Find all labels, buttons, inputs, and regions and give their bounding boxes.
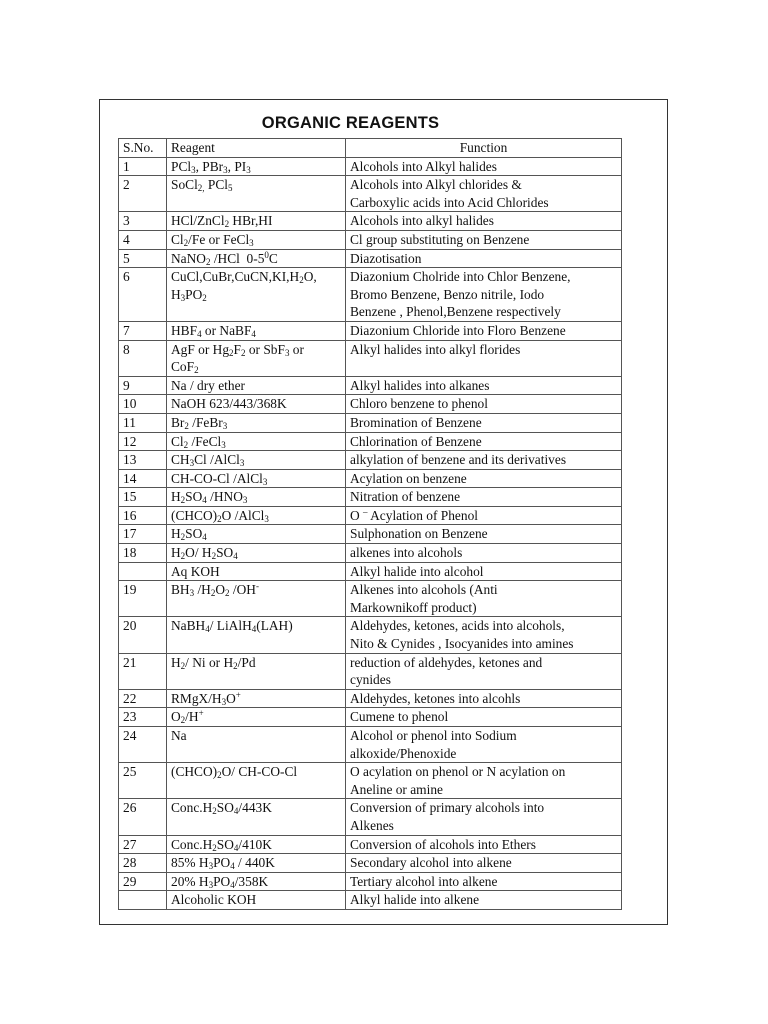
cell-reagent: Alcoholic KOH: [167, 891, 346, 910]
cell-sno: 26: [119, 799, 167, 835]
cell-function: O – Acylation of Phenol: [346, 506, 622, 525]
cell-function: Tertiary alcohol into alkene: [346, 872, 622, 891]
cell-reagent: CH-CO-Cl /AlCl$_3$: [167, 469, 346, 488]
cell-reagent: $BH_3$ $/H_2O_2$ /OH-: [167, 581, 346, 617]
header-reagent: Reagent: [167, 139, 346, 158]
cell-sno: 4: [119, 230, 167, 249]
cell-function: Diazonium Chloride into Floro Benzene: [346, 321, 622, 340]
cell-reagent: $H_2SO_4$: [167, 525, 346, 544]
cell-sno: 21: [119, 653, 167, 689]
cell-sno: 14: [119, 469, 167, 488]
table-row: [119, 230, 622, 249]
cell-reagent: NaNO$_2$ /HCl $0-5^0C$: [167, 249, 346, 268]
cell-reagent: $HBF_4$ or NaBF$_4$: [167, 321, 346, 340]
cell-reagent: $H_2O/$ $H_2SO_4$: [167, 544, 346, 563]
cell-reagent: $Cl_2$ /FeCl$_3$: [167, 432, 346, 451]
table-row: [119, 376, 622, 395]
table-row: [119, 617, 622, 653]
table-row: [119, 249, 622, 268]
table-row: [119, 799, 622, 835]
cell-reagent: $H_2/$ Ni or $H_2/Pd$: [167, 653, 346, 689]
cell-reagent: Na / dry ether: [167, 376, 346, 395]
cell-sno: [119, 891, 167, 910]
table-row: [119, 544, 622, 563]
cell-sno: 11: [119, 413, 167, 432]
cell-reagent: $(CHCO)_2O/$ CH-CO-Cl: [167, 763, 346, 799]
table-row: [119, 321, 622, 340]
cell-reagent: $Cl_2/Fe$ or FeCl$_3$: [167, 230, 346, 249]
cell-reagent: $O_2/H^+$: [167, 708, 346, 727]
cell-sno: 20: [119, 617, 167, 653]
table-body: [119, 157, 622, 909]
cell-reagent: $H_2SO_4$ $/HNO_3$: [167, 488, 346, 507]
cell-reagent: $Conc.H_2SO_4/410K$: [167, 835, 346, 854]
table-row: [119, 488, 622, 507]
cell-reagent: Na: [167, 727, 346, 763]
cell-function: Alkyl halides into alkanes: [346, 376, 622, 395]
cell-reagent: $(CHCO)_2O$ /AlCl$_3$: [167, 506, 346, 525]
table-row: [119, 708, 622, 727]
cell-function: Aldehydes, ketones into alcohls: [346, 689, 622, 708]
cell-sno: 22: [119, 689, 167, 708]
table-row: [119, 653, 622, 689]
table-row: [119, 432, 622, 451]
cell-function: alkylation of benzene and its derivatives: [346, 451, 622, 470]
header-function: Function: [346, 139, 622, 158]
cell-reagent: 20% $H_3PO_4/358K$: [167, 872, 346, 891]
cell-sno: 1: [119, 157, 167, 176]
cell-sno: 18: [119, 544, 167, 563]
cell-function: O acylation on phenol or N acylation on Aneline or amine: [346, 763, 622, 799]
table-row: [119, 395, 622, 414]
cell-function: Diazotisation: [346, 249, 622, 268]
table-row: [119, 340, 622, 376]
table-row: [119, 506, 622, 525]
table-row: [119, 872, 622, 891]
cell-function: Alcohols into alkyl halides: [346, 212, 622, 231]
cell-function: Conversion of alcohols into Ethers: [346, 835, 622, 854]
cell-sno: 17: [119, 525, 167, 544]
cell-sno: 16: [119, 506, 167, 525]
cell-function: Acylation on benzene: [346, 469, 622, 488]
table-row: [119, 689, 622, 708]
cell-sno: 13: [119, 451, 167, 470]
table-row: [119, 176, 622, 212]
cell-sno: 7: [119, 321, 167, 340]
cell-reagent: NaOH 623/443/368K: [167, 395, 346, 414]
table-row: [119, 212, 622, 231]
header-sno: S.No.: [119, 139, 167, 158]
cell-sno: 27: [119, 835, 167, 854]
cell-function: Alcohols into Alkyl chlorides & Carboxylic acids into Acid Chlorides: [346, 176, 622, 212]
cell-sno: 15: [119, 488, 167, 507]
cell-reagent: PCl$_3$, PBr$_3$, $PI_3$: [167, 157, 346, 176]
cell-function: Alcohols into Alkyl halides: [346, 157, 622, 176]
cell-function: Nitration of benzene: [346, 488, 622, 507]
table-header-row: [119, 139, 622, 158]
cell-function: Alkyl halide into alcohol: [346, 562, 622, 581]
cell-function: Alkenes into alcohols (Anti Markownikoff product): [346, 581, 622, 617]
cell-sno: 9: [119, 376, 167, 395]
table-row: [119, 268, 622, 322]
cell-function: Cumene to phenol: [346, 708, 622, 727]
table-row: [119, 157, 622, 176]
cell-sno: 12: [119, 432, 167, 451]
table-row: [119, 891, 622, 910]
cell-function: reduction of aldehydes, ketones and cynides: [346, 653, 622, 689]
table-row: [119, 562, 622, 581]
cell-reagent: RMgX/$H_3O^+$: [167, 689, 346, 708]
cell-sno: 3: [119, 212, 167, 231]
cell-function: Alkyl halide into alkene: [346, 891, 622, 910]
cell-reagent: $Br_2$ /FeBr$_3$: [167, 413, 346, 432]
cell-sno: 23: [119, 708, 167, 727]
cell-function: Bromination of Benzene: [346, 413, 622, 432]
cell-function: Sulphonation on Benzene: [346, 525, 622, 544]
cell-sno: 5: [119, 249, 167, 268]
cell-function: Diazonium Cholride into Chlor Benzene, Bromo Benzene, Benzo nitrile, Iodo Benzene , Phenol,Benzene respectively: [346, 268, 622, 322]
cell-sno: 19: [119, 581, 167, 617]
reagents-table: [118, 138, 622, 910]
cell-reagent: 85% $H_3PO_4 / 440K$: [167, 854, 346, 873]
table-row: [119, 413, 622, 432]
cell-sno: 8: [119, 340, 167, 376]
cell-sno: 6: [119, 268, 167, 322]
cell-function: Secondary alcohol into alkene: [346, 854, 622, 873]
cell-reagent: $CuCl,CuBr,CuCN,KI,H_2O$, $H_3PO_2$: [167, 268, 346, 322]
table-row: [119, 525, 622, 544]
table-row: [119, 835, 622, 854]
cell-function: Aldehydes, ketones, acids into alcohols, Nito & Cynides , Isocyanides into amines: [346, 617, 622, 653]
cell-reagent: SoCl$_{2,}$ PCl$_5$: [167, 176, 346, 212]
cell-reagent: AgF or $Hg_2F_2$ or SbF$_3$ or CoF$_2$: [167, 340, 346, 376]
cell-sno: 29: [119, 872, 167, 891]
cell-function: alkenes into alcohols: [346, 544, 622, 563]
cell-sno: 25: [119, 763, 167, 799]
table-row: [119, 581, 622, 617]
cell-reagent: HCl/ZnCl$_2$ HBr,HI: [167, 212, 346, 231]
table-row: [119, 469, 622, 488]
document-title: ORGANIC REAGENTS: [261, 114, 440, 132]
cell-sno: 2: [119, 176, 167, 212]
cell-reagent: Aq KOH: [167, 562, 346, 581]
cell-sno: 28: [119, 854, 167, 873]
cell-sno: [119, 562, 167, 581]
cell-reagent: $Conc.H_2SO_4/443K$: [167, 799, 346, 835]
cell-sno: 10: [119, 395, 167, 414]
table-row: [119, 727, 622, 763]
cell-function: Chlorination of Benzene: [346, 432, 622, 451]
cell-function: Alkyl halides into alkyl florides: [346, 340, 622, 376]
table-row: [119, 763, 622, 799]
cell-function: Cl group substituting on Benzene: [346, 230, 622, 249]
table-row: [119, 451, 622, 470]
cell-function: Chloro benzene to phenol: [346, 395, 622, 414]
cell-function: Alcohol or phenol into Sodium alkoxide/Phenoxide: [346, 727, 622, 763]
cell-sno: 24: [119, 727, 167, 763]
cell-reagent: NaBH$_4$/ LiAlH$_4$(LAH): [167, 617, 346, 653]
cell-function: Conversion of primary alcohols into Alkenes: [346, 799, 622, 835]
table-row: [119, 854, 622, 873]
cell-reagent: $CH_3Cl$ /AlCl$_3$: [167, 451, 346, 470]
